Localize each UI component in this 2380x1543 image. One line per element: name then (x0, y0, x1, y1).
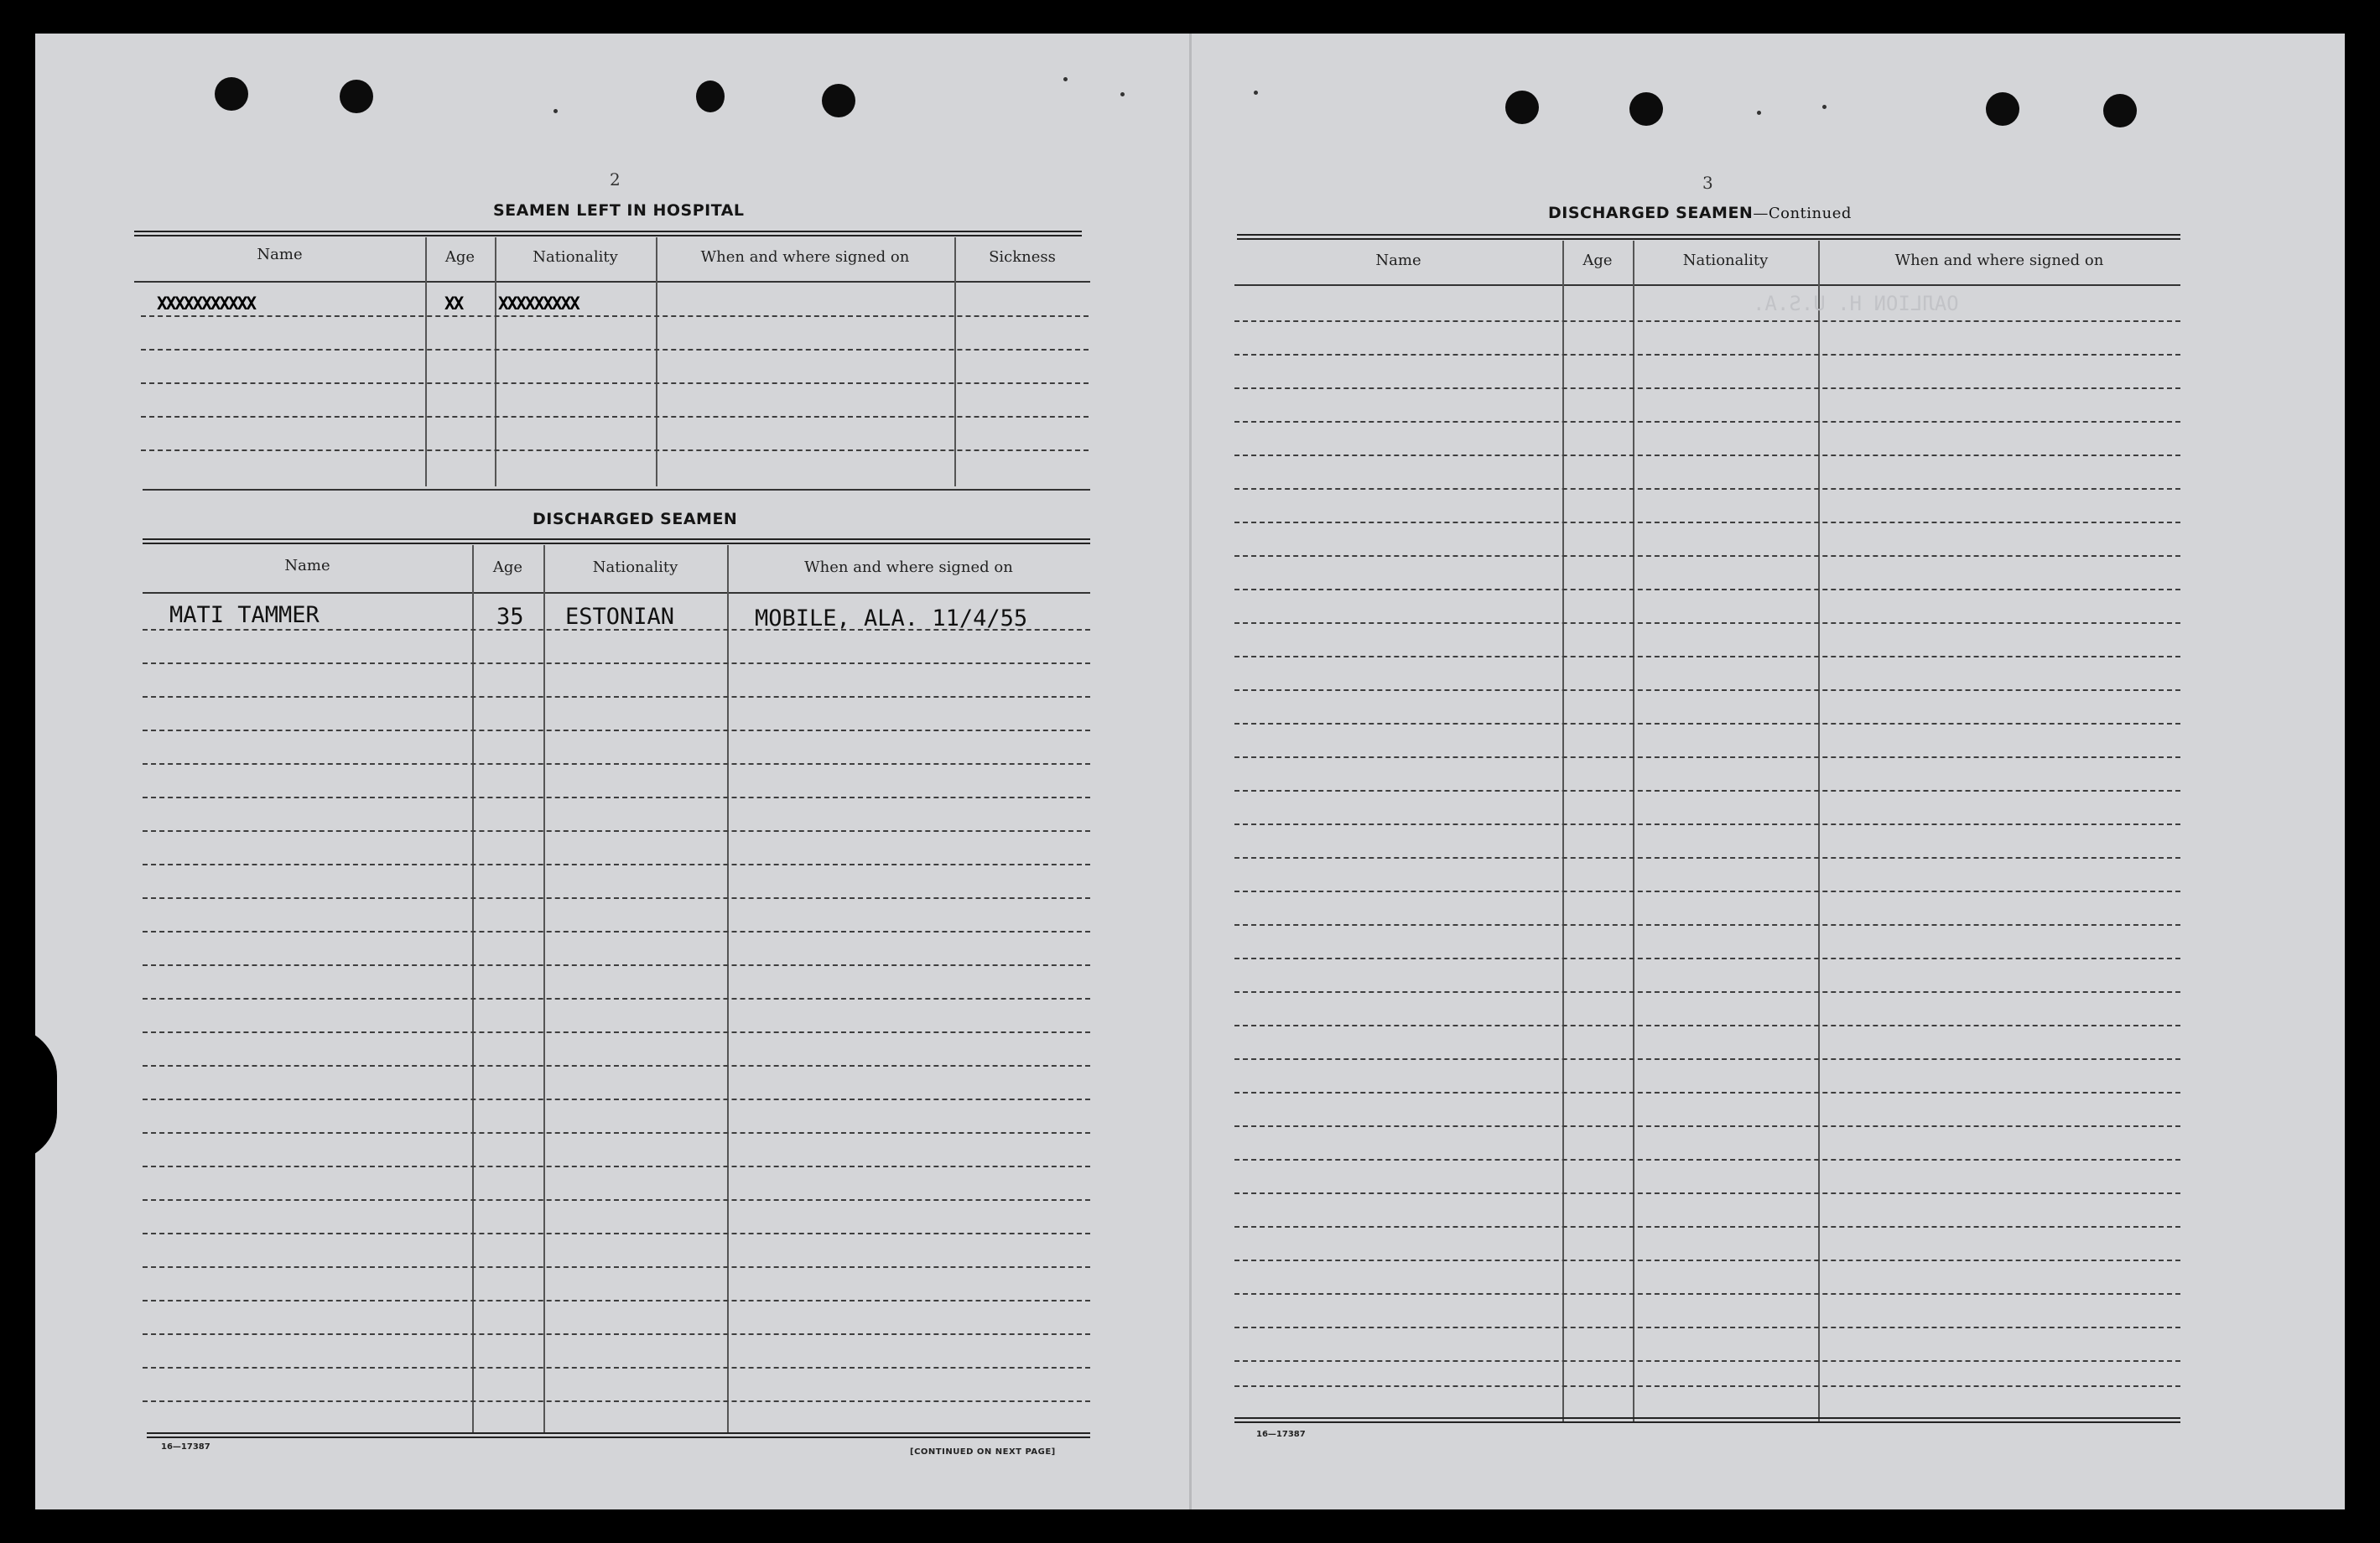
struck-name: XXXXXXXXXXX (157, 294, 256, 314)
seaman-signed-on: MOBILE, ALA. 11/4/55 (755, 605, 1028, 631)
column-header-age: Age (1582, 252, 1613, 269)
page-number: 3 (1702, 173, 1713, 193)
table-top-rule (1237, 234, 2180, 240)
row-line (141, 416, 1089, 418)
column-header-nationality: Nationality (533, 248, 618, 266)
table-bottom-rule (143, 489, 1090, 491)
punch-hole (215, 77, 248, 111)
row-line (141, 449, 1089, 451)
row-line (141, 315, 1089, 317)
header-rule (143, 592, 1090, 594)
speck (1254, 91, 1258, 95)
column-header-name: Name (257, 246, 303, 263)
punch-hole (1629, 92, 1663, 126)
speck (1757, 111, 1761, 115)
struck-nationality: XXXXXXXXX (498, 294, 579, 314)
speck (1120, 92, 1125, 96)
continued-note: [CONTINUED ON NEXT PAGE] (910, 1447, 1056, 1457)
hospital-section-title: SEAMEN LEFT IN HOSPITAL (493, 201, 745, 220)
column-header-signed-on: When and where signed on (700, 248, 910, 266)
form-number: 16—17387 (1256, 1430, 1306, 1439)
column-divider (1818, 241, 1820, 1421)
column-header-signed-on: When and where signed on (804, 558, 1013, 576)
page-fold (1189, 34, 1192, 1509)
discharged-continued-title: DISCHARGED SEAMEN—Continued (1548, 204, 1852, 222)
column-header-age: Age (492, 558, 523, 576)
speck (553, 109, 558, 113)
punch-hole (1986, 92, 2019, 126)
header-rule (134, 281, 1090, 283)
page-number: 2 (610, 169, 621, 190)
speck (1063, 77, 1068, 81)
form-number: 16—17387 (161, 1442, 210, 1452)
seaman-name: MATI TAMMER (169, 602, 320, 628)
punch-hole (2103, 94, 2137, 127)
column-header-nationality: Nationality (1682, 252, 1769, 269)
show-through-text: ОАЛLIОN H. U.S.A. (1753, 292, 1959, 315)
column-header-signed-on: When and where signed on (1894, 252, 2104, 269)
punch-hole (1505, 91, 1539, 124)
table-bottom-rule (1234, 1417, 2180, 1423)
speck (1822, 105, 1827, 109)
column-header-sickness: Sickness (989, 248, 1056, 266)
header-rule (1234, 284, 2180, 286)
row-line (141, 349, 1089, 351)
column-header-age: Age (444, 248, 475, 266)
column-header-name: Name (1375, 252, 1421, 269)
table-bottom-rule (147, 1432, 1090, 1438)
discharged-section-title: DISCHARGED SEAMEN (533, 510, 738, 528)
punch-hole (696, 81, 725, 112)
struck-age: XX (444, 294, 463, 314)
table-top-rule (134, 231, 1082, 236)
punch-hole (340, 80, 373, 113)
table-top-rule (143, 538, 1090, 544)
seaman-age: 35 (496, 604, 524, 630)
column-header-name: Name (284, 557, 330, 574)
column-header-nationality: Nationality (592, 558, 678, 576)
row-line (141, 382, 1089, 384)
punch-hole (822, 84, 855, 117)
column-divider (1633, 241, 1634, 1421)
column-divider (1562, 241, 1564, 1421)
seaman-nationality: ESTONIAN (565, 604, 675, 630)
